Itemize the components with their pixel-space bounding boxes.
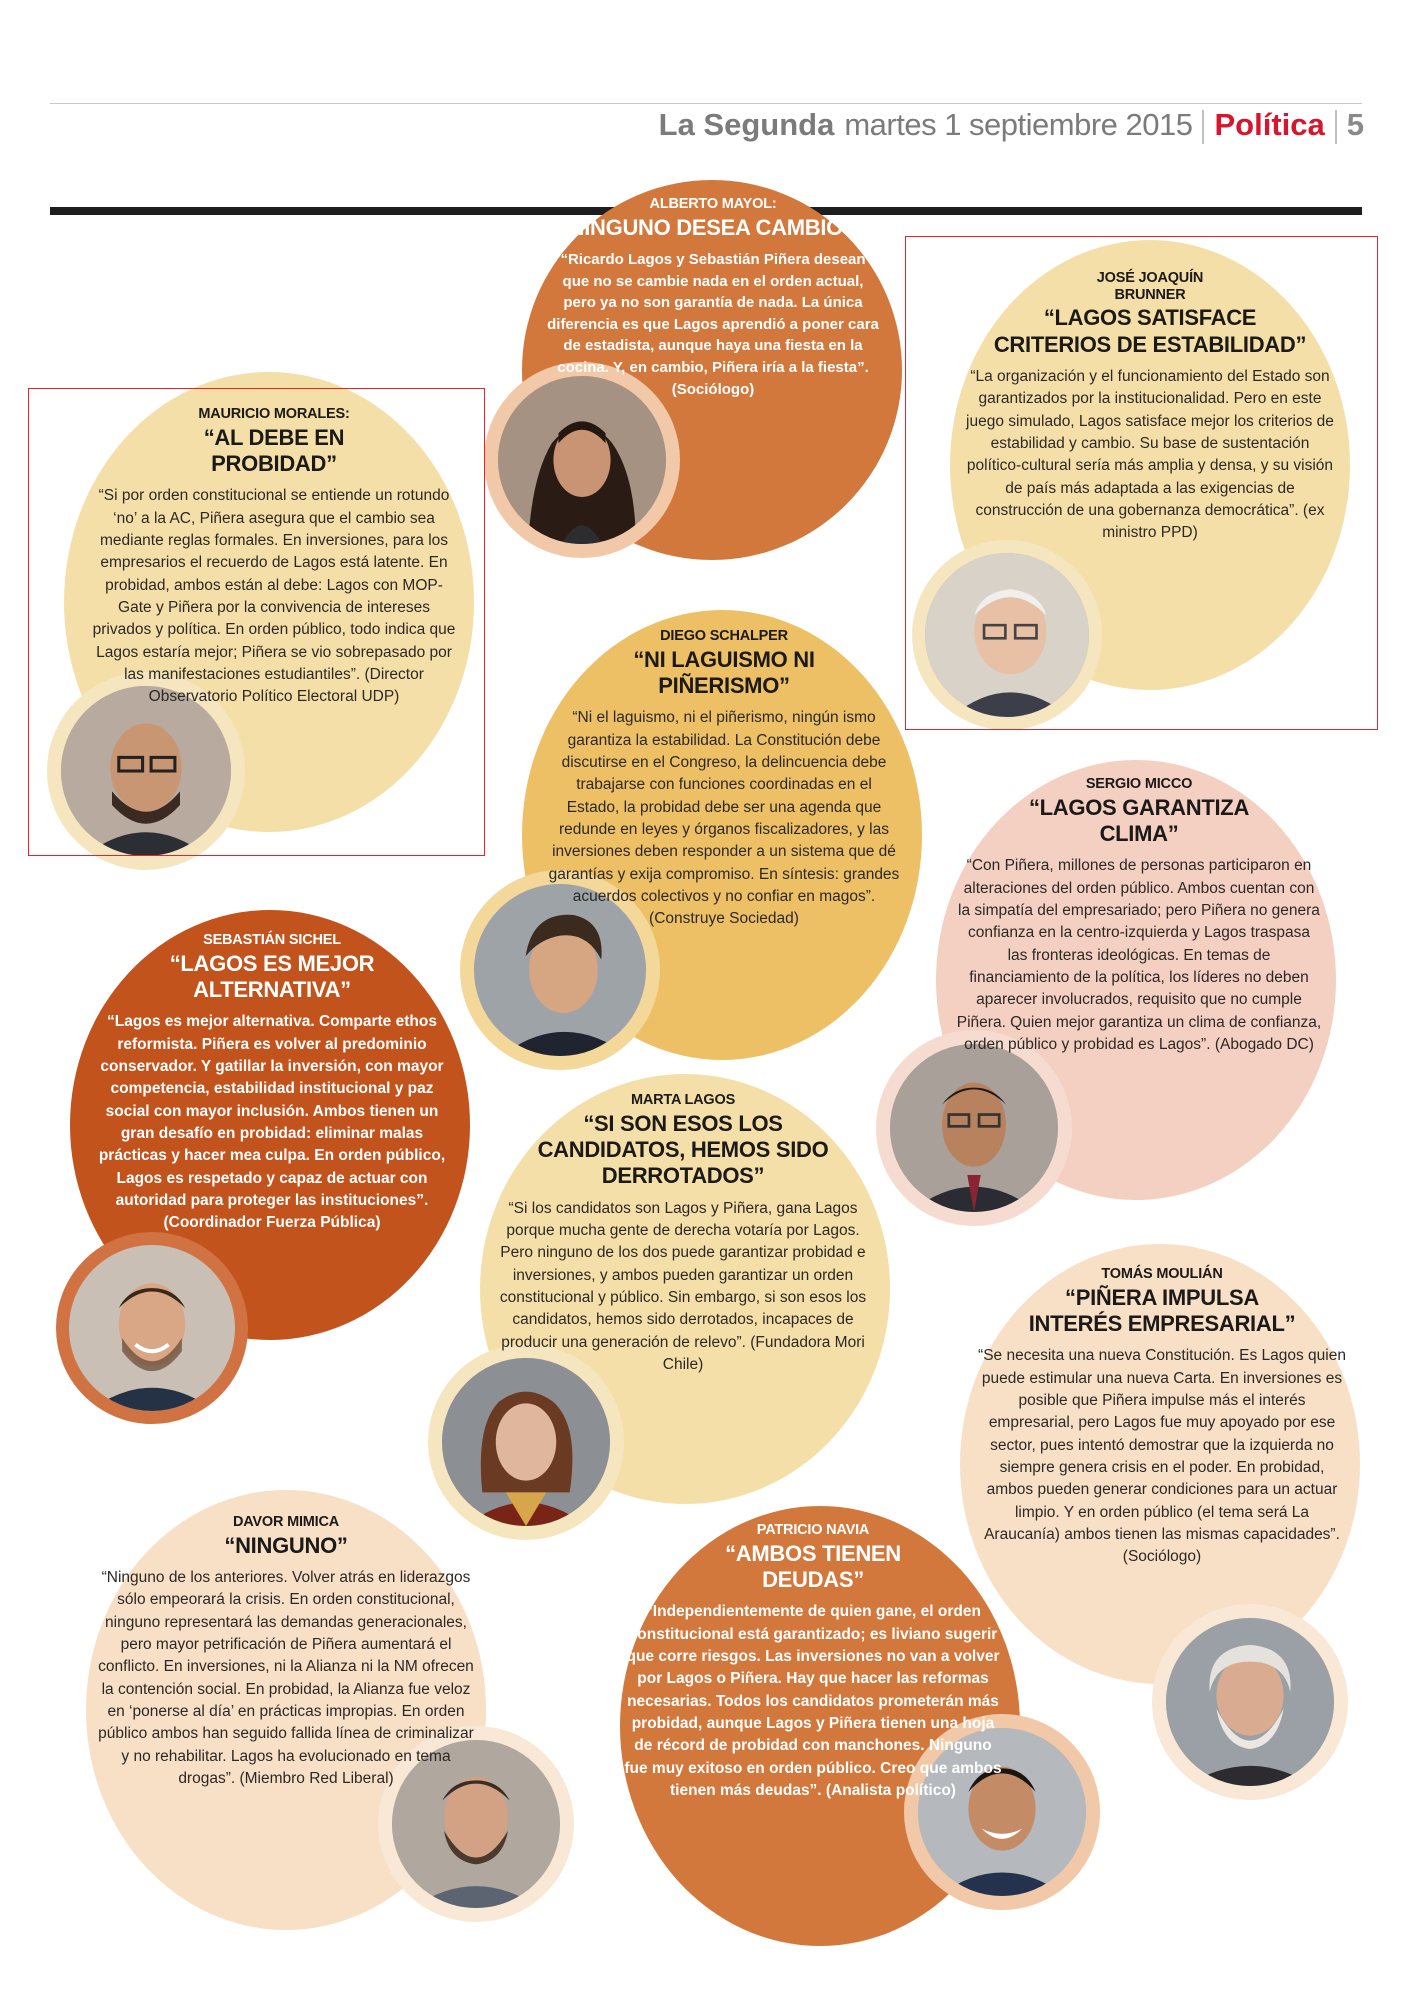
opinion-schalper xyxy=(548,628,900,931)
opinion-headline: “NINGUNO” xyxy=(224,1532,348,1558)
highlight-frame xyxy=(905,236,1378,730)
opinion-headline: “LAGOS GARANTIZA CLIMA” xyxy=(1028,794,1250,847)
masthead-divider xyxy=(1335,110,1337,144)
opinion-sichel xyxy=(90,932,454,1235)
opinion-navia xyxy=(624,1522,1002,1802)
portrait-white-beard-man-icon xyxy=(1166,1618,1334,1786)
opinion-author: JOSÉ JOAQUÍN BRUNNER xyxy=(1096,270,1204,303)
opinion-quote: “Con Piñera, millones de personas participaron en alteraciones del orden público. Ambos cuentan con la simpatía del empresariado; pero Piñera no genera confianza en la centro-izquierda y Lagos traspasa las fronteras ideológicas. En temas de financiamiento de la política, los líderes no deben aparecer involucrados, requisito que no cumple Piñera. Quien mejor garantiza un clima de confianza, orden público y probidad es Lagos”. (Abogado DC) xyxy=(956,857,1322,1053)
opinion-moulian xyxy=(976,1266,1348,1569)
opinion-lagos xyxy=(498,1092,868,1376)
masthead xyxy=(659,107,1364,147)
photo-micco xyxy=(876,1030,1072,1226)
opinion-author: MARTA LAGOS xyxy=(630,1092,736,1108)
opinion-headline: “AMBOS TIENEN DEUDAS” xyxy=(725,1540,901,1593)
opinion-headline: “PIÑERA IMPULSA INTERÉS EMPRESARIAL” xyxy=(1028,1284,1296,1337)
opinion-quote: “La organización y el funcionamiento del Estado son garantizados por la institucionalidad. Pero en este juego simulado, Lagos satisface mejor los criterios de estabilidad y cambio. Su base de sustentación político-cultural sería más amplia y densa, y su visión de país más adaptada a las exigencias de construcción de una gobernanza democrática”. (ex ministro PPD) xyxy=(966,368,1334,542)
portrait-glasses-suit-man-icon xyxy=(890,1044,1058,1212)
portrait-long-hair-man-icon xyxy=(498,376,666,544)
opinion-headline: “LAGOS SATISFACE CRITERIOS DE ESTABILIDAD” xyxy=(993,305,1307,357)
masthead-page-number: 5 xyxy=(1346,107,1364,142)
opinion-quote: “Ni el laguismo, ni el piñerismo, ningún ismo garantiza la estabilidad. La Constitución debe discutirse en el Congreso, la delincuencia debe trabajarse con funciones coordinadas en el Estado, la probidad debe ser una agenda que redunde en leyes y órganos fiscalizadores, y las inversiones deben responder a un sistema que dé garantías y exija compromiso. En síntesis: grandes acuerdos colectivos y no confiar en magos”. (Construye Sociedad) xyxy=(548,709,900,928)
opinion-headline: “AL DEBE EN PROBIDAD” xyxy=(203,424,345,477)
opinion-headline: “SI SON ESOS LOS CANDIDATOS, HEMOS SIDO DERROTADOS” xyxy=(537,1110,829,1189)
opinion-quote: “Se necesita una nueva Constitución. Es Lagos quien puede estimular una nueva Carta. En inversiones es posible que Piñera impulse más el interés empresarial, pero Lagos fue muy apoyado por ese sector, pues intentó demostrar que la izquierda no siempre genera crisis en el poder. En probidad, ambos pueden generar condiciones para un actuar limpio. Y en orden público (el tema será La Araucanía) ambos tienen las mismas capacidades”. (Sociólogo) xyxy=(978,1347,1346,1566)
opinion-headline: “NINGUNO DESEA CAMBIOS” xyxy=(557,214,869,240)
opinion-quote: “Si los candidatos son Lagos y Piñera, gana Lagos porque mucha gente de derecha votaría por Lagos. Pero ninguno de los dos puede garantizar probidad e inversiones, y ambos pueden garantizar un orden constitucional y público. Sin embargo, si son esos los candidatos, hemos sido derrotados, incapaces de producir una generación de relevo”. (Fundadora Mori Chile) xyxy=(499,1199,867,1374)
opinion-quote: “Independientemente de quien gane, el orden constitucional está garantizado; es liviano sugerir que corre riesgos. Las inversiones no van a volver por Lagos o Piñera. Hay que hacer las reformas necesarias. Todos los candidatos prometerán más probidad, aunque Lagos y Piñera tienen una hoja de récord de probidad con manchones. Ninguno fue muy exitoso en orden público. Creo que ambos tienen más deudas”. (Analista político) xyxy=(624,1603,1002,1799)
opinion-headline: “NI LAGUISMO NI PIÑERISMO” xyxy=(633,646,815,699)
opinion-headline: “LAGOS ES MEJOR ALTERNATIVA” xyxy=(169,950,375,1003)
highlight-frame xyxy=(28,388,485,856)
masthead-divider xyxy=(1202,110,1204,144)
opinion-author: SERGIO MICCO xyxy=(1085,776,1193,792)
masthead-date: martes 1 septiembre 2015 xyxy=(844,107,1193,142)
opinion-author: SEBASTIÁN SICHEL xyxy=(203,932,341,948)
header-rule xyxy=(50,103,1362,104)
photo-moulian xyxy=(1152,1604,1348,1800)
opinion-mayol xyxy=(547,196,879,400)
photo-sichel xyxy=(56,1232,248,1424)
masthead-paper: La Segunda xyxy=(658,107,835,142)
opinion-author: DAVOR MIMICA xyxy=(232,1514,340,1530)
opinion-quote: “Ricardo Lagos y Sebastián Piñera desean que no se cambie nada en el orden actual, pero ya no son garantía de nada. La única diferencia es que Lagos aprendió a poner cara de estadista, aunque haya una fiesta en la cocina. Y, en cambio, Piñera iría a la fiesta”. (Sociólogo) xyxy=(547,251,879,398)
portrait-smiling-man-icon xyxy=(69,1245,235,1411)
opinion-quote: “Ninguno de los anteriores. Volver atrás en liderazgos sólo empeorará la crisis. En orden constitucional, ninguno representará las demandas generacionales, pero mayor petrificación de Piñera aumentará el conflicto. En inversiones, ni la Alianza ni la NM ofrecen la contención social. En probidad, la Alianza fue veloz en ‘ponerse al día’ en prácticas impropias. En orden público ambos han seguido fallida línea de criminalizar y no rehabilitar. Lagos ha evolucionado en tema drogas”. (Miembro Red Liberal) xyxy=(98,1569,474,1787)
opinion-quote: “Lagos es mejor alternativa. Comparte ethos reformista. Piñera es volver al predominio conservador. Y gatillar la inversión, con mayor competencia, estabilidad institucional y paz social con mayor inclusión. Ambos tienen un gran desafío en probidad: eliminar malas prácticas y hacer mea culpa. En orden público, Lagos es respetado y capaz de actuar con autoridad para proteger las instituciones”. (Coordinador Fuerza Pública) xyxy=(98,1013,446,1232)
opinion-quote: “Si por orden constitucional se entiende un rotundo ‘no’ a la AC, Piñera asegura que el cambio sea mediante reglas formales. En inversiones, para los empresarios el recuerdo de Lagos está latente. En probidad, ambos están al debe: Lagos con MOP-Gate y Piñera por la convivencia de intereses privados y política. En orden público, todo indica que Lagos estaría mejor; Piñera se vio sobrepasado por las manifestaciones estudiantiles”. (Director Observatorio Político Electoral UDP) xyxy=(92,487,456,706)
opinion-author: PATRICIO NAVIA xyxy=(756,1522,870,1538)
opinion-mimica xyxy=(94,1514,478,1790)
portrait-woman-icon xyxy=(442,1358,610,1526)
opinion-author: TOMÁS MOULIÁN xyxy=(1101,1266,1223,1282)
opinion-micco xyxy=(956,776,1322,1056)
opinion-author: DIEGO SCHALPER xyxy=(660,628,788,644)
opinion-author: ALBERTO MAYOL: xyxy=(649,196,777,212)
opinion-author: MAURICIO MORALES: xyxy=(198,406,350,422)
masthead-section: Política xyxy=(1214,107,1325,142)
